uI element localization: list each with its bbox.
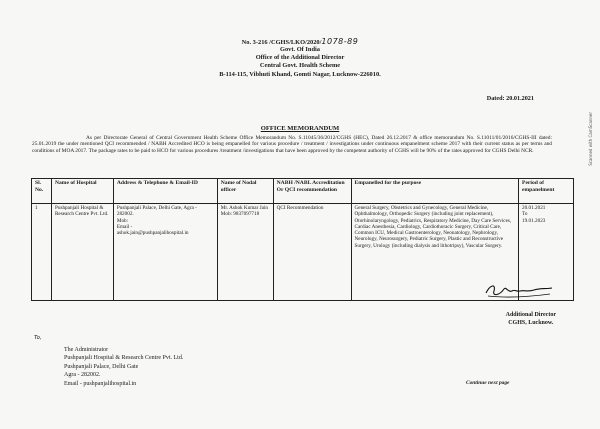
header-empanelled: Empanelled for the purpose	[351, 179, 519, 204]
signatory-org: CGHS, Lucknow.	[508, 320, 554, 326]
recipient-line: Pushpanjali Hospital & Research Centre Pvt. Ltd.	[64, 355, 184, 362]
govt-line: Govt. Of India	[280, 46, 320, 53]
cell-hospital: Pushpanjali Hospital & Research Centre Pvt. Ltd.	[51, 204, 113, 301]
cell-address	[113, 204, 217, 301]
header-period: Period of empanelment	[519, 179, 574, 204]
period-to: 19.01.2023	[522, 217, 546, 224]
period-from: 20.01.2021	[522, 205, 546, 211]
recipient-line: The Administrator	[64, 347, 109, 353]
continue-note: Continue next page	[466, 380, 510, 386]
table-header-row	[32, 179, 574, 204]
email-address: ashok.jain@pushpanjalihospital.in	[116, 230, 189, 237]
recipient-line: Email - pushpanjalihospital.in	[64, 380, 137, 387]
header-address: Address & Telephone & Email-ID	[113, 179, 217, 204]
header-sno: Sl. No.	[32, 179, 52, 204]
cell-sno: 1	[32, 204, 52, 301]
office-line: Office of the Additional Director	[255, 54, 345, 61]
memo-paragraph: As per Directorate General of Central Government Health Scheme Office Memorandum No. S.11045/36/2012/CGHS (HEC), Dated 26.12.2017 & office memorandum No. S.11011/01/2016/CGHS-III dated: 25.01.2019 the under mentioned QCI recommended / NABH Accredited HCO is being empanelled for various procedure / treatment / investigations under continuous empanelment scheme 2017 with their current status as per terms and conditions of MOA 2017. The package rates to be paid to HCO for various procedures /treatment /investigations that have been approved by the competent authority of CGHS will be 90% of the rates approved for CGHS Delhi NCR.	[32, 135, 552, 154]
memo-title: OFFICE MEMORANDUM	[260, 125, 340, 132]
dated: Dated: 20.01.2021	[486, 95, 534, 102]
recipient-line: Agra - 282002.	[64, 372, 101, 379]
header-nabh: NABH /NABL Accreditation Or QCI recommendation	[273, 179, 351, 204]
period-to-word: To	[522, 211, 528, 218]
cell-nabh: QCI Recommendation	[273, 204, 351, 301]
recipient-line: Pushpanjali Palace, Delhi Gate	[64, 363, 139, 370]
email-label: Email -	[116, 223, 133, 230]
header-hospital: Name of Hospital	[51, 179, 113, 204]
office-address: B-114-115, Vibhuti Khand, Gomti Nagar, Lucknow-226010.	[219, 71, 381, 78]
reference-prefix: No. 3-216 /CGHS/LKO/2020/	[241, 39, 322, 46]
signatory-title: Additional Director	[505, 312, 556, 318]
reference-handwritten: 1078-89	[321, 37, 359, 46]
cell-nodal-officer: Mr. Ashok Kumar Jain Mob: 9837097718	[217, 204, 273, 301]
mobile-label: Mob:	[116, 217, 129, 224]
scanner-note: Scanned with CamScanner	[588, 112, 593, 166]
signatory-block	[506, 311, 556, 327]
signature	[480, 279, 556, 301]
recipient-address	[64, 346, 183, 388]
to-label: To,	[34, 335, 42, 341]
header-nodal: Name of Nodal officer	[217, 179, 273, 204]
scheme-line: Central Govt. Health Scheme	[259, 62, 341, 69]
address-line: Pushpanjali Palace, Delhi Gate, Agra - 282002.	[116, 205, 197, 218]
cell-empanelled-purpose: General Surgery, Obstetrics and Gynecology, General Medicine, Ophthalmology, Orthopedic Surgery (including joint replacement), Otorhinolaryngology, Pediatrics, Respiratory Medicine, Day Care Services, Cardiac Anesthesia, Cardiology, Cardiothoracic Surgery, Critical Care, Common ICU, Medical Gastroenterology, Neonatology, Nephrology, Neurology, Neurosurgery, Pediatric Surgery, Plastic and Reconstructive Surgery, Urology (including dialysis and lithotripsy), Vascular Surgery.	[351, 204, 519, 301]
